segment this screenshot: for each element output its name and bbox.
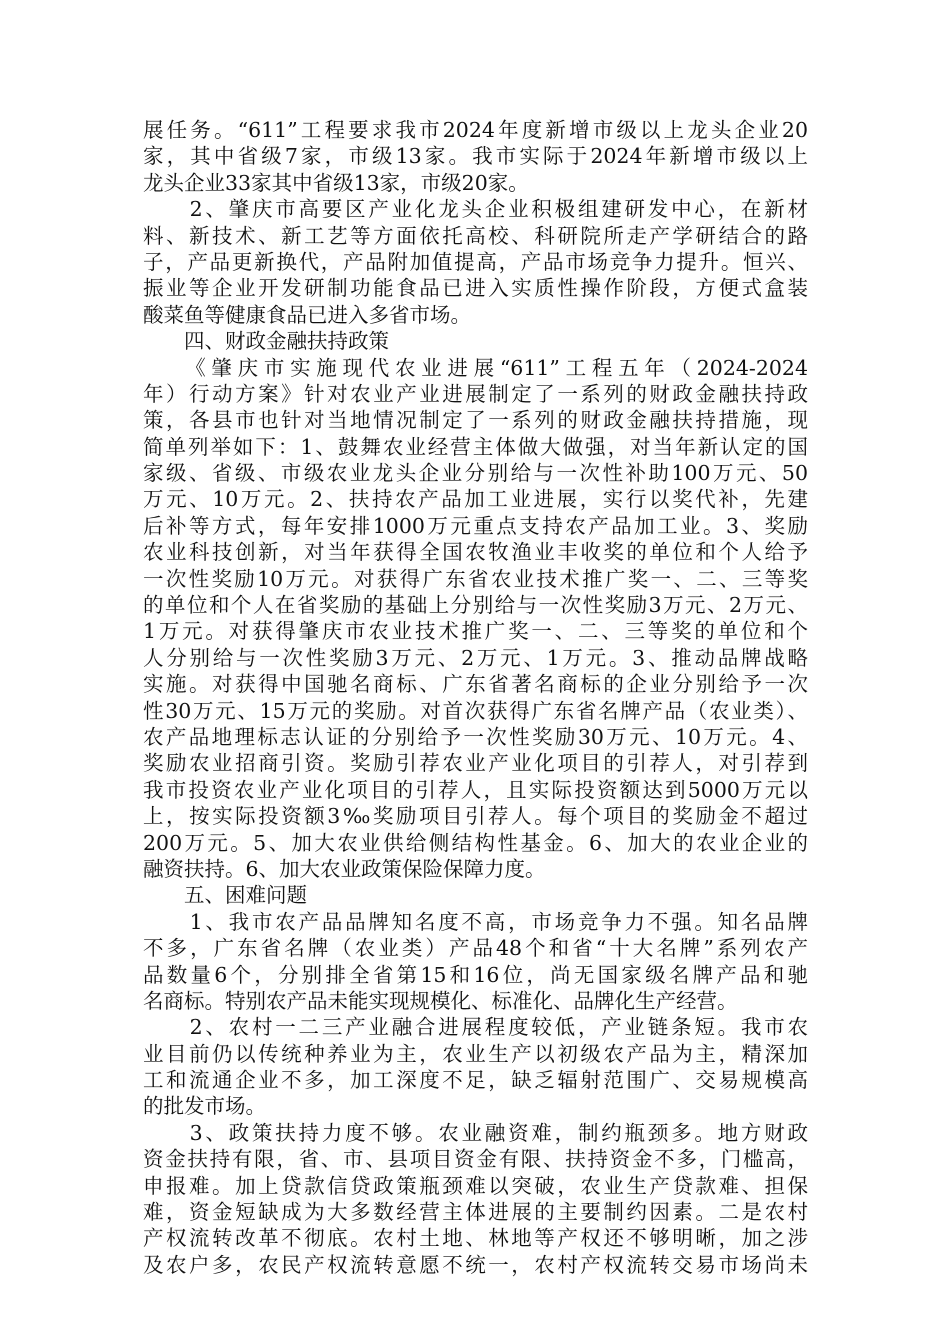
text-line: 200万元。5、加大农业供给侧结构性基金。6、加大的农业企业的 (143, 830, 808, 855)
text-line: 家，其中省级7家，市级13家。我市实际于2024年新增市级以上 (143, 144, 808, 169)
text-line: 融资扶持。6、加大农业政策保险保障力度。 (143, 856, 546, 881)
text-line: 1、我市农产品品牌知名度不高，市场竞争力不强。知名品牌 (143, 909, 808, 934)
text-line: 策，各县市也针对当地情况制定了一系列的财政金融扶持措施，现 (143, 408, 808, 433)
text-line: 申报难。加上贷款信贷政策瓶颈难以突破，农业生产贷款难、担保 (143, 1173, 808, 1198)
text-line: 后补等方式，每年安排1000万元重点支持农产品加工业。3、奖励 (143, 513, 808, 538)
section-heading: 五、困难问题 (143, 883, 307, 908)
text-line: 的批发市场。 (143, 1094, 266, 1119)
text-line: 振业等企业开发研制功能食品已进入实质性操作阶段，方便式盒装 (143, 276, 808, 301)
text-line: 产权流转改革不彻底。农村土地、林地等产权还不够明晰，加之涉 (143, 1226, 808, 1251)
section-heading: 四、财政金融扶持政策 (143, 329, 389, 354)
text-line: 不多，广东省名牌（农业类）产品48个和省“十大名牌”系列农产 (143, 936, 808, 961)
text-line: 农业科技创新，对当年获得全国农牧渔业丰收奖的单位和个人给予 (143, 540, 808, 565)
text-line: 性30万元、15万元的奖励。对首次获得广东省名牌产品（农业类）、 (143, 698, 808, 723)
text-line: 一次性奖励10万元。对获得广东省农业技术推广奖一、二、三等奖 (143, 566, 808, 591)
text-line: 品数量6个，分别排全省第15和16位，尚无国家级名牌产品和驰 (143, 962, 808, 987)
text-line: 龙头企业33家其中省级13家，市级20家。 (143, 170, 529, 195)
text-line: 上，按实际投资额3‰奖励项目引荐人。每个项目的奖励金不超过 (143, 804, 808, 829)
text-line: 奖励农业招商引资。奖励引荐农业产业化项目的引荐人，对引荐到 (143, 751, 808, 776)
text-line: 1万元。对获得肇庆市农业技术推广奖一、二、三等奖的单位和个 (143, 619, 808, 644)
text-line: 人分别给与一次性奖励3万元、2万元、1万元。3、推动品牌战略 (143, 645, 808, 670)
text-line: 简单列举如下：1、鼓舞农业经营主体做大做强，对当年新认定的国 (143, 434, 808, 459)
text-line: 年）行动方案》针对农业产业进展制定了一系列的财政金融扶持政 (143, 381, 808, 406)
text-line: 及农户多，农民产权流转意愿不统一，农村产权流转交易市场尚未 (143, 1252, 808, 1277)
text-line: 料、新技术、新工艺等方面依托高校、科研院所走产学研结合的路 (143, 223, 808, 248)
text-line: 名商标。特别农产品未能实现规模化、标准化、品牌化生产经营。 (143, 988, 738, 1013)
text-line: 农产品地理标志认证的分别给予一次性奖励30万元、10万元。4、 (143, 724, 808, 749)
text-line: 工和流通企业不多，加工深度不足，缺乏辐射范围广、交易规模高 (143, 1068, 808, 1093)
text-line: 酸菜鱼等健康食品已进入多省市场。 (143, 302, 471, 327)
text-line: 2、农村一二三产业融合进展程度较低，产业链条短。我市农 (143, 1015, 808, 1040)
document-body (143, 117, 808, 1278)
text-line: 实施。对获得中国驰名商标、广东省著名商标的企业分别给予一次 (143, 672, 808, 697)
text-line: 我市投资农业产业化项目的引荐人，且实际投资额达到5000万元以 (143, 777, 808, 802)
text-line: 难，资金短缺成为大多数经营主体进展的主要制约因素。二是农村 (143, 1200, 808, 1225)
text-line: 家级、省级、市级农业龙头企业分别给与一次性补助100万元、50 (143, 461, 808, 486)
text-line: 子，产品更新换代，产品附加值提高，产品市场竞争力提升。恒兴、 (143, 249, 808, 274)
text-line: 万元、10万元。2、扶持农产品加工业进展，实行以奖代补，先建 (143, 487, 808, 512)
text-line: 展任务。“611”工程要求我市2024年度新增市级以上龙头企业20 (143, 118, 808, 142)
text-line: 《肇庆市实施现代农业进展“611”工程五年（2024-2024 (143, 355, 808, 380)
text-line: 业目前仍以传统种养业为主，农业生产以初级农产品为主，精深加 (143, 1041, 808, 1066)
text-line: 2、肇庆市高要区产业化龙头企业积极组建研发中心，在新材 (143, 197, 808, 222)
text-line: 的单位和个人在省奖励的基础上分别给与一次性奖励3万元、2万元、 (143, 593, 808, 618)
text-line: 3、政策扶持力度不够。农业融资难，制约瓶颈多。地方财政 (143, 1120, 808, 1145)
text-line: 资金扶持有限，省、市、县项目资金有限、扶持资金不多，门槛高， (143, 1147, 808, 1172)
